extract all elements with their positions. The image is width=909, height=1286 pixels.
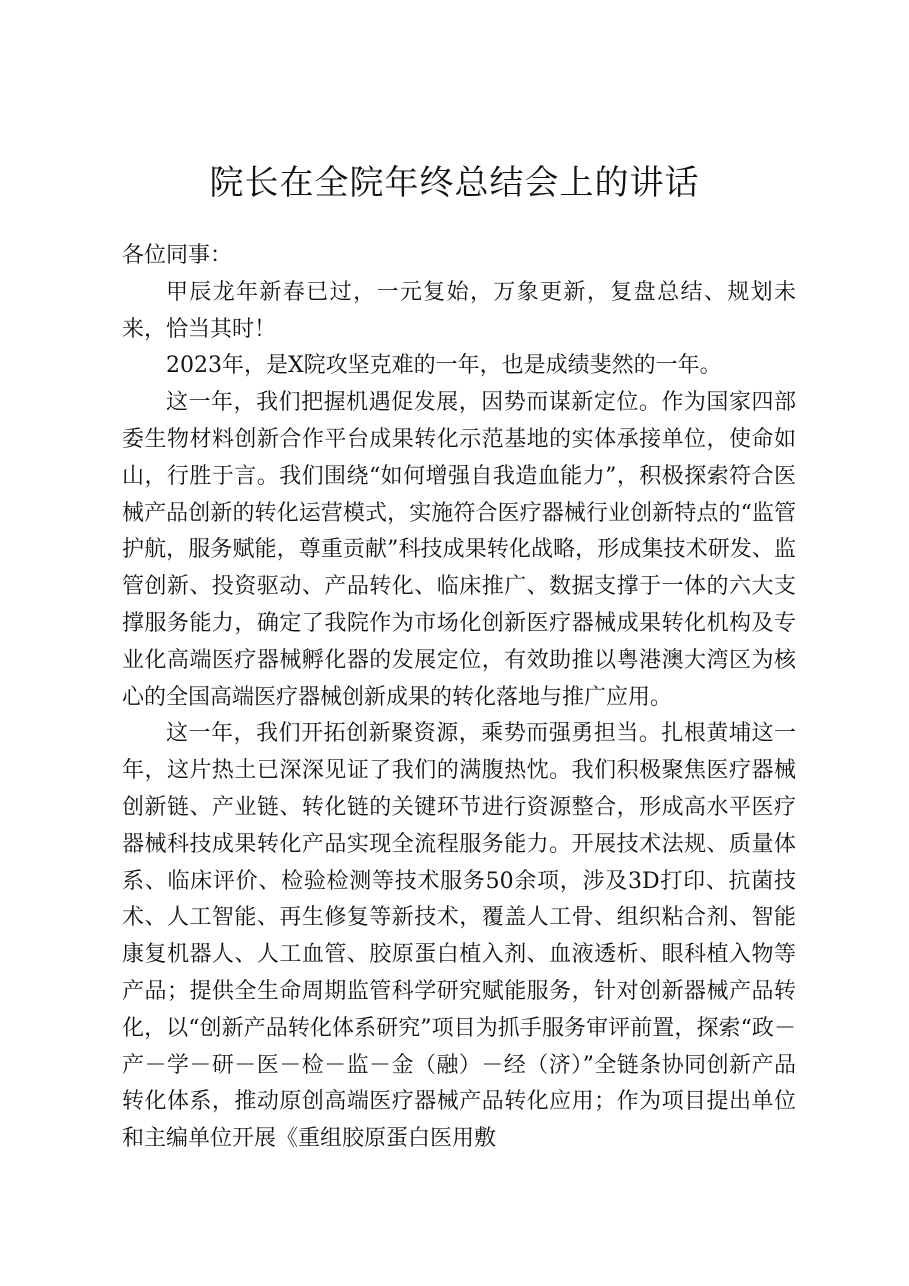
paragraph-1: 甲辰龙年新春已过，一元复始，万象更新，复盘总结、规划未来，恰当其时！ — [122, 279, 796, 342]
salutation: 各位同事： — [122, 243, 233, 268]
document-title: 院长在全院年终总结会上的讲话 — [209, 163, 700, 203]
paragraph-3: 这一年，我们把握机遇促发展，因势而谋新定位。作为国家四部委生物材料创新合作平台成果转化示范基地的实体承接单位，使命如山，行胜于言。我们围绕“如何增强自我造血能力”，积极探索符合医械产品创新的转化运营模式，实施符合医疗器械行业创新特点的“监管护航，服务赋能，尊重贡献”科技成果转化战略，形成集技术研发、监管创新、投资驱动、产品转化、临床推广、数据支撑于一体的六大支撑服务能力，确定了我院作为市场化创新医疗器械成果转化机构及专业化高端医疗器械孵化器的发展定位，有效助推以粤港澳大湾区为核心的全国高端医疗器械创新成果的转化落地与推广应用。 — [122, 390, 796, 710]
paragraph-2: 2023年，是X院攻坚克难的一年，也是成绩斐然的一年。 — [166, 353, 722, 379]
document-body — [122, 238, 796, 1158]
paragraph-4: 这一年，我们开拓创新聚资源，乘势而强勇担当。扎根黄埔这一年，这片热土已深深见证了我们的满腹热忱。我们积极聚焦医疗器械创新链、产业链、转化链的关键环节进行资源整合，形成高水平医疗器械科技成果转化产品实现全流程服务能力。开展技术法规、质量体系、临床评价、检验检测等技术服务50余项，涉及3D打印、抗菌技术、人工智能、再生修复等新技术，覆盖人工骨、组织粘合剂、智能康复机器人、人工血管、胶原蛋白植入剂、血液透析、眼科植入物等产品；提供全生命周期监管科学研究赋能服务，针对创新器械产品转化，以“创新产品转化体系研究”项目为抓手服务审评前置，探索“政－产－学－研－医－检－监－金（融）－经（济）”全链条协同创新产品转化体系，推动原创高端医疗器械产品转化应用；作为项目提出单位和主编单位开展《重组胶原蛋白医用敷 — [122, 721, 796, 1152]
